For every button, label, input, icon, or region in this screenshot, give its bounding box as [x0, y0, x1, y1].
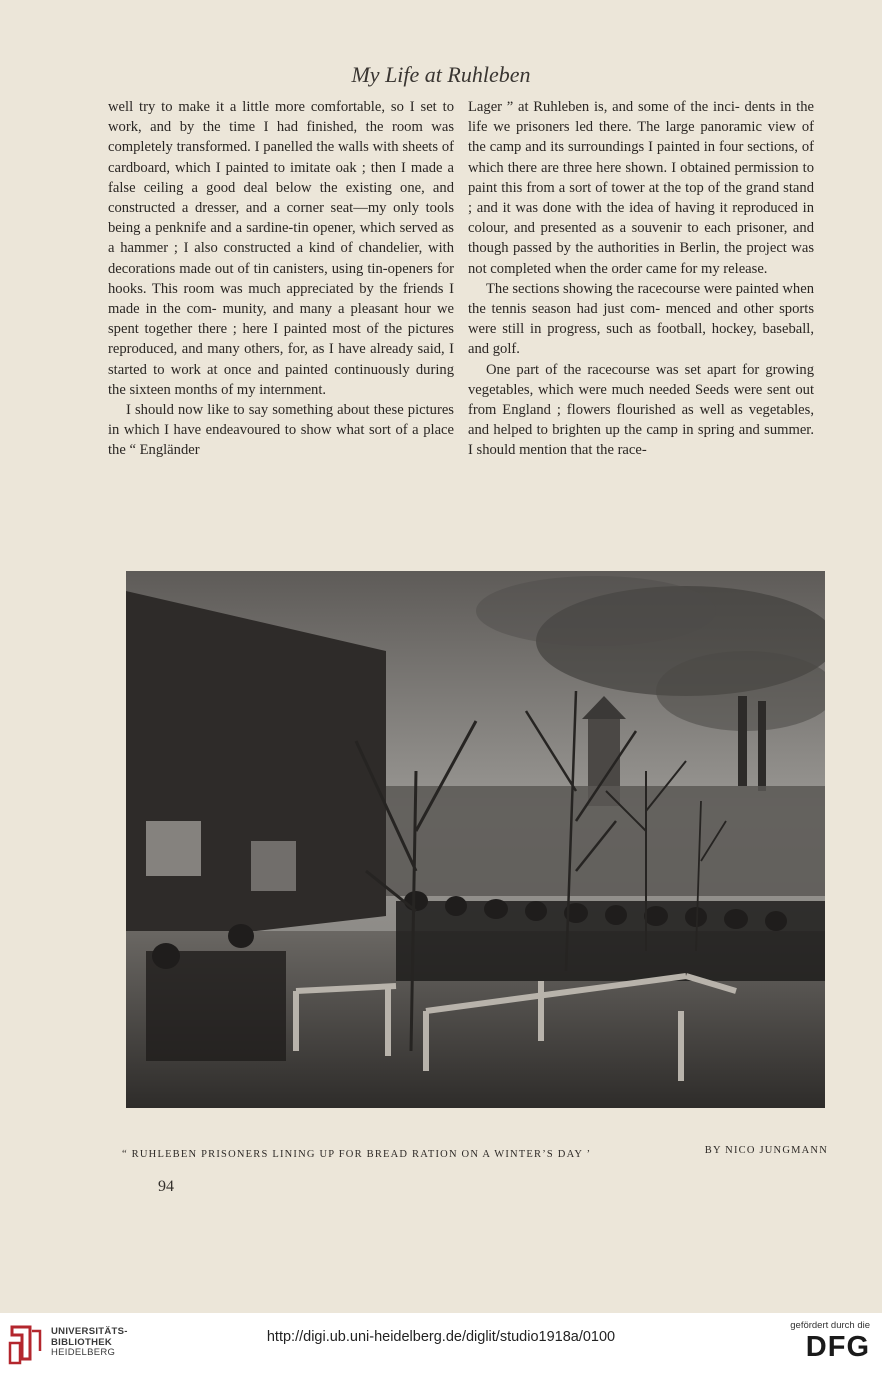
caption-title: “ RUHLEBEN PRISONERS LINING UP FOR BREAD RATION ON A WINTER’S DAY ’: [122, 1149, 592, 1160]
viewer-footer: [0, 1313, 882, 1375]
paragraph: well try to make it a little more comfortable, so I set to work, and by the time I had finished, the room was completely transformed. I panelled the walls with sheets of cardboard, which I painted to imitate oak ; then I made a false ceiling a good deal below the existing one, and constructed a dresser, and a corner seat—my only tools being a penknife and a sardine-tin opener, which served as a hammer ; I also constructed a kind of chandelier, with decorations made out of tin canisters, using tin-openers for hooks. This room was much appreciated by the friends I made in the com- munity, and many a pleasant hour we spent together there ; here I painted most of the pictures reproduced, and many others, for, as I have already said, I started to work at once and painted continuously during the sixteen months of my internment.: [108, 99, 454, 398]
plate-caption: [122, 1145, 828, 1160]
right-text-column: [468, 97, 814, 461]
paragraph: Lager ” at Ruhleben is, and some of the inci- dents in the life we prisoners led there. The large panoramic view of the camp and its surroundings I painted in four sections, of which there are three here shown. I obtained permission to paint this from a sort of tower at the top of the grand stand ; and it was done with the idea of having it reproduced in colour, and presented as a souvenir to each prisoner, and though passed by the authorities in Berlin, the project was not completed when the order came for my release.: [468, 99, 814, 277]
bread-queue-illustration: [126, 571, 825, 1108]
caption-artist: BY NICO JUNGMANN: [704, 1145, 828, 1156]
sponsor-label: gefördert durch die: [790, 1320, 870, 1331]
dfg-logo-icon: DFG: [805, 1331, 870, 1363]
paragraph: One part of the racecourse was set apart for growing vegetables, which were much needed Seeds were sent out from England ; flowers flourished as well as vegetables, and helped to brighten up the camp in spring and summer. I should mention that the race-: [468, 361, 814, 459]
running-head: My Life at Ruhleben: [351, 62, 531, 87]
left-text-column: [108, 97, 454, 461]
illustration-plate: [126, 571, 825, 1108]
paragraph: I should now like to say something about these pictures in which I have endeavoured to show what sort of a place the “ Engländer: [108, 402, 454, 459]
paragraph: The sections showing the racecourse were painted when the tennis season had just com- menced and other sports were still in progress, such as football, hockey, baseball, and golf.: [468, 280, 814, 358]
page-number: 94: [158, 1178, 174, 1195]
permalink-url[interactable]: http://digi.ub.uni-heidelberg.de/diglit/studio1918a/0100: [266, 1329, 616, 1345]
library-name-line: BIBLIOTHEK: [51, 1336, 113, 1348]
library-name-line: HEIDELBERG: [51, 1347, 116, 1358]
library-name-line: UNIVERSITÄTS-: [51, 1326, 128, 1337]
sponsor-block: [790, 1320, 870, 1363]
